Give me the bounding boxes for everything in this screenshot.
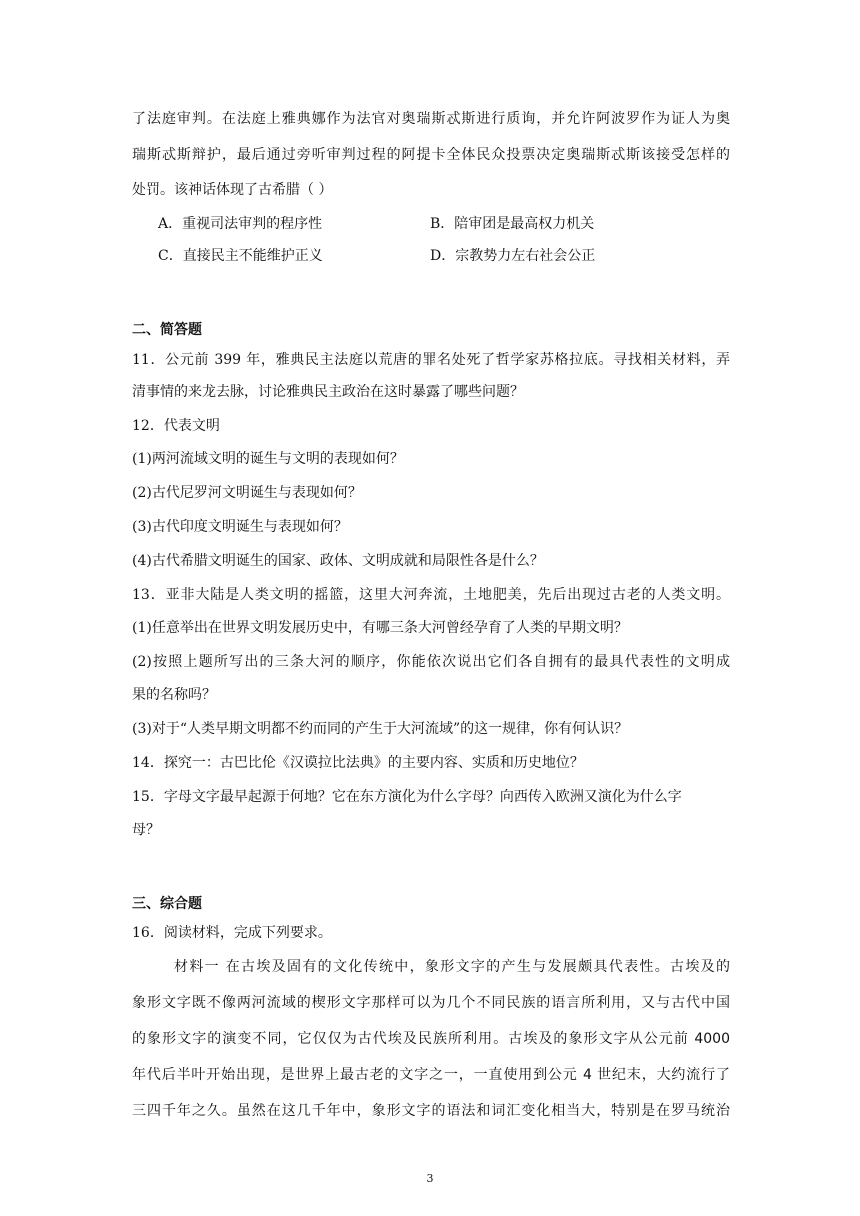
q15-line-1: 15．字母文字最早起源于何地？它在东方演化为什么字母？向西传入欧洲又演化为什么字 [132, 789, 682, 805]
q13-sub-1: (1)任意举出在世界文明发展历史中，有哪三条大河曾经孕育了人类的早期文明？ [132, 620, 628, 636]
section-heading-comprehensive: 三、综合题 [132, 896, 202, 912]
q10-option-c: C．直接民主不能维护正义 [158, 248, 323, 264]
q13-line-1: 13．亚非大陆是人类文明的摇篮，这里大河奔流，土地肥美，先后出现过古老的人类文明。 [132, 587, 730, 603]
q10-line-3: 处罚。该神话体现了古希腊（ ） [132, 182, 333, 198]
q16-material-line-2: 象形文字既不像两河流域的楔形文字那样可以为几个不同民族的语言所利用，又与古代中国 [132, 995, 730, 1011]
q16-intro: 16．阅读材料，完成下列要求。 [132, 925, 332, 941]
q10-line-2: 瑞斯忒斯辩护，最后通过旁听审判过程的阿提卡全体民众投票决定奥瑞斯忒斯该接受怎样的 [132, 147, 730, 163]
q11-line-2: 清事情的来龙去脉，讨论雅典民主政治在这时暴露了哪些问题？ [132, 384, 524, 400]
q10-line-1: 了法庭审判。在法庭上雅典娜作为法官对奥瑞斯忒斯进行质询，并允许阿波罗作为证人为奥 [132, 111, 730, 127]
q16-material-line-1: 材料一 在古埃及固有的文化传统中，象形文字的产生与发展颇具代表性。古埃及的 [174, 959, 730, 975]
q12-title: 12．代表文明 [132, 418, 220, 434]
section-heading-short-answer: 二、简答题 [132, 322, 202, 338]
page-number: 3 [426, 1172, 434, 1185]
q16-material-line-5: 三四千年之久。虽然在这几千年中，象形文字的语法和词汇变化相当大，特别是在罗马统治 [132, 1103, 730, 1119]
q12-sub-3: (3)古代印度文明诞生与表现如何？ [132, 519, 348, 535]
q15-line-2: 母？ [132, 822, 160, 838]
q10-option-b: B．陪审团是最高权力机关 [430, 216, 595, 232]
q13-sub-3: (3)对于“人类早期文明都不约而同的产生于大河流域”的这一规律，你有何认识？ [132, 721, 629, 737]
q10-option-a: A．重视司法审判的程序性 [158, 216, 323, 232]
q13-sub-2-line-1: (2)按照上题所写出的三条大河的顺序，你能依次说出它们各自拥有的最具代表性的文明成 [132, 654, 730, 670]
q16-material-line-4: 年代后半叶开始出现，是世界上最古老的文字之一，一直使用到公元 4 世纪末，大约流行了 [132, 1067, 730, 1083]
q12-sub-1: (1)两河流域文明的诞生与文明的表现如何？ [132, 451, 404, 467]
q11-line-1: 11．公元前 399 年，雅典民主法庭以荒唐的罪名处死了哲学家苏格拉底。寻找相关材料，弄 [132, 352, 730, 368]
q10-option-d: D．宗教势力左右社会公正 [430, 248, 596, 264]
q12-sub-2: (2)古代尼罗河文明诞生与表现如何？ [132, 485, 362, 501]
q16-material-line-3: 的象形文字的演变不同，它仅仅为古代埃及民族所利用。古埃及的象形文字从公元前 4000 [132, 1031, 730, 1047]
q12-sub-4: (4)古代希腊文明诞生的国家、政体、文明成就和局限性各是什么？ [132, 553, 544, 569]
q14: 14．探究一：古巴比伦《汉谟拉比法典》的主要内容、实质和历史地位？ [132, 755, 584, 771]
q13-sub-2-line-2: 果的名称吗？ [132, 687, 216, 703]
